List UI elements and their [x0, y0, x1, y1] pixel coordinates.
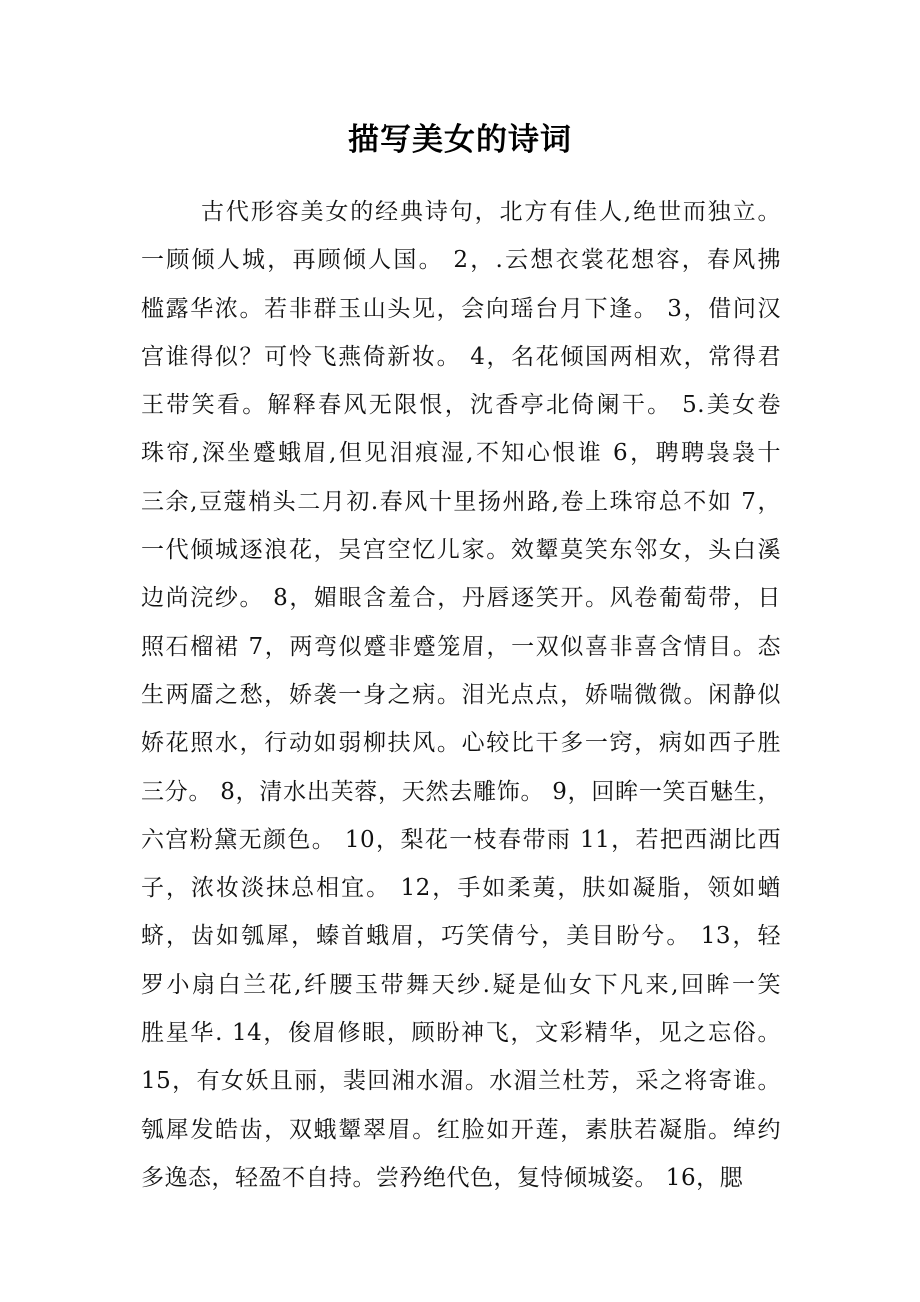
text-line: 多逸态，轻盈不自持。尝矜绝代色，复恃倾城姿。 16，腮	[141, 1164, 744, 1191]
page-title: 描写美女的诗词	[348, 122, 572, 158]
text-line: 照石榴裙 7，两弯似蹙非蹙笼眉，一双似喜非喜含情目。态	[141, 633, 781, 660]
text-line: 三余,豆蔻梢头二月初.春风十里扬州路,卷上珠帘总不如 7，	[141, 488, 781, 515]
text-line: 一代倾城逐浪花，吴宫空忆儿家。效颦莫笑东邻女，头白溪	[141, 537, 781, 564]
text-line: 瓠犀发皓齿，双蛾颦翠眉。红脸如开莲，素肤若凝脂。绰约	[141, 1116, 781, 1143]
text-line: 槛露华浓。若非群玉山头见，会向瑶台月下逢。 3，借问汉	[141, 295, 781, 322]
text-line: 古代形容美女的经典诗句，北方有佳人,绝世而独立。	[201, 199, 781, 225]
text-line: 娇花照水，行动如弱柳扶风。心较比干多一窍，病如西子胜	[141, 730, 781, 757]
text-line: 宫谁得似？可怜飞燕倚新妆。 4，名花倾国两相欢，常得君	[141, 343, 781, 370]
text-line: 珠帘,深坐蹙蛾眉,但见泪痕湿,不知心恨谁 6，聘聘袅袅十	[141, 440, 781, 467]
text-line: 三分。 8，清水出芙蓉，天然去雕饰。 9，回眸一笑百魅生，	[141, 778, 781, 805]
text-line: 一顾倾人城，再顾倾人国。 2，.云想衣裳花想容，春风拂	[141, 247, 781, 274]
text-line: 生两靥之愁，娇袭一身之病。泪光点点，娇喘微微。闲静似	[141, 681, 781, 708]
text-line: 15，有女妖且丽，裴回湘水湄。水湄兰杜芳，采之将寄谁。	[141, 1068, 781, 1095]
text-line: 蛴，齿如瓠犀，螓首蛾眉，巧笑倩兮，美目盼兮。 13，轻	[141, 923, 781, 950]
text-line: 罗小扇白兰花,纤腰玉带舞天纱.疑是仙女下凡来,回眸一笑	[141, 971, 781, 998]
text-line: 王带笑看。解释春风无限恨，沈香亭北倚阑干。 5.美女卷	[141, 392, 781, 419]
text-line: 子，浓妆淡抹总相宜。 12，手如柔荑，肤如凝脂，领如蝤	[141, 875, 781, 902]
text-line: 六宫粉黛无颜色。 10，梨花一枝春带雨 11，若把西湖比西	[141, 826, 781, 853]
text-line: 胜星华. 14，俊眉修眼，顾盼神飞，文彩精华，见之忘俗。	[141, 1020, 781, 1047]
poem-body	[141, 188, 781, 1202]
text-line: 边尚浣纱。 8，媚眼含羞合，丹唇逐笑开。风卷葡萄带，日	[141, 585, 781, 612]
